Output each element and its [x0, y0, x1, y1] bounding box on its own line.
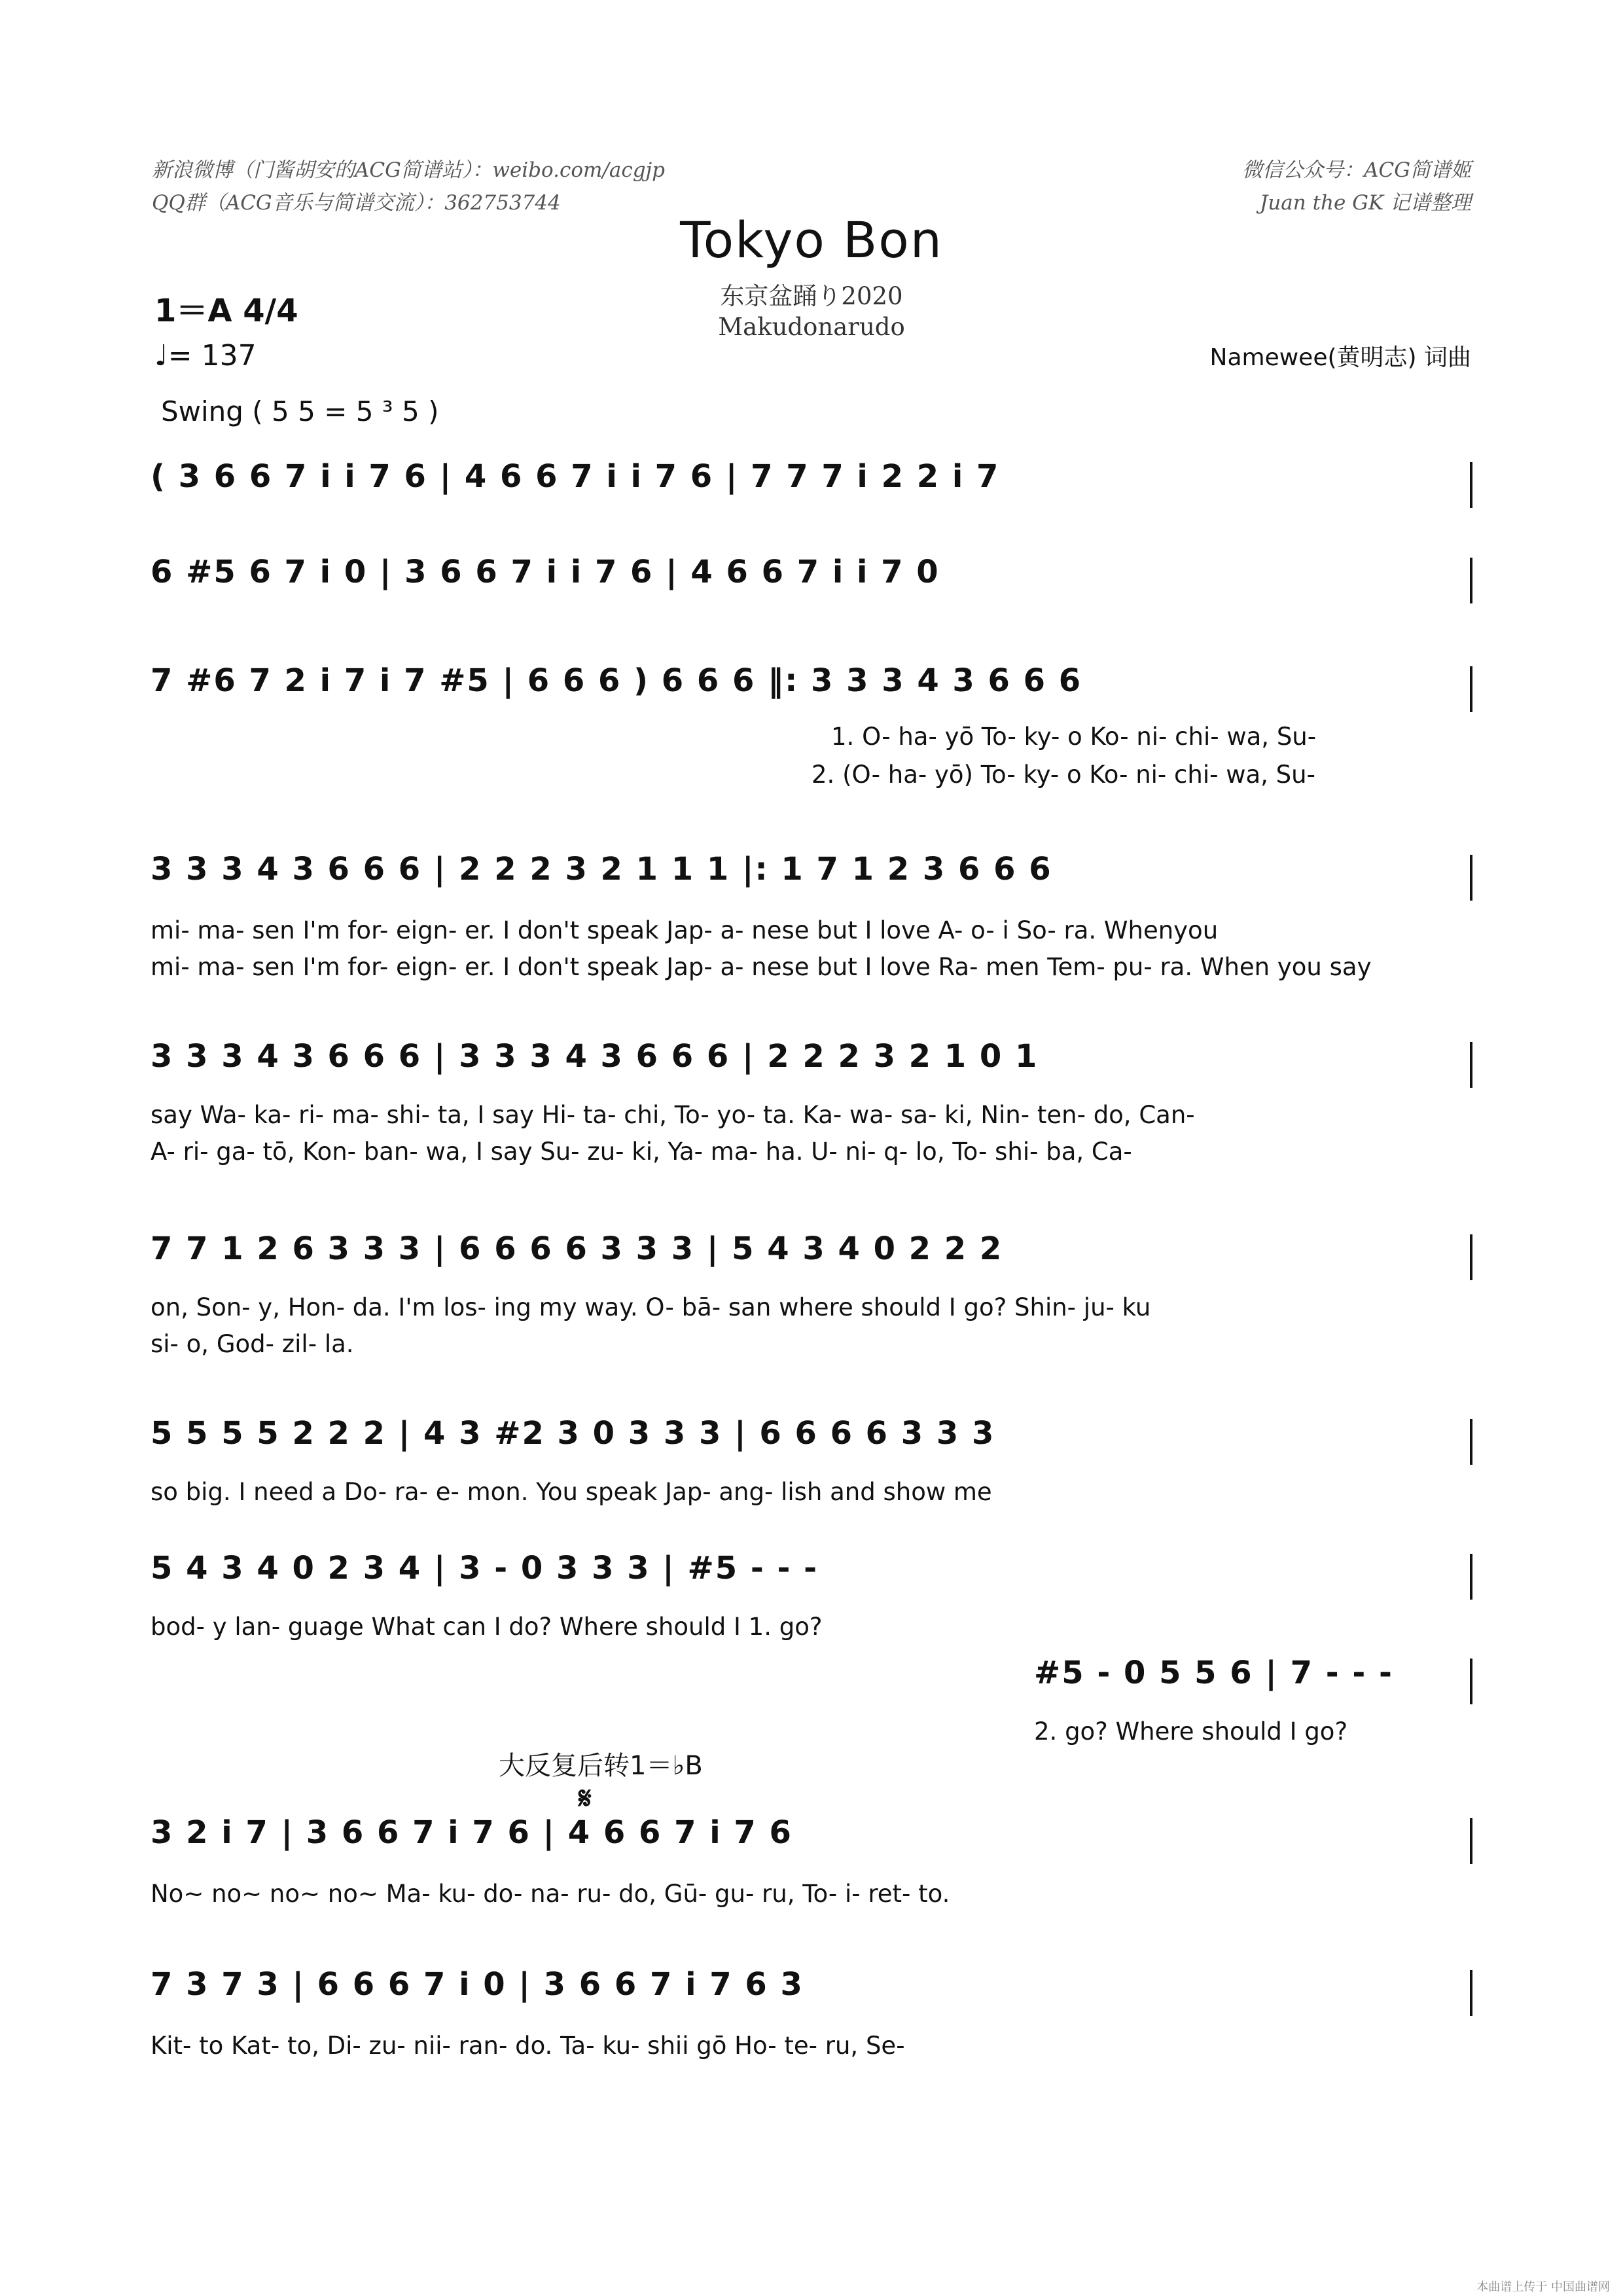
barline	[1470, 1659, 1472, 1704]
lyric-line: 2. go? Where should I go?	[1034, 1717, 1348, 1746]
barline	[1470, 1234, 1472, 1280]
staff-notes: 5 4 3 4 0 2 3 4 | 3 - 0 3 3 3 | #5 - - -	[151, 1550, 819, 1587]
staff-line-1	[151, 458, 1472, 511]
header-qq: QQ群（ACG音乐与简谱交流）：362753744	[152, 191, 561, 215]
staff-line-5	[151, 1038, 1472, 1166]
lyric-line: si- o, God- zil- la.	[151, 1330, 354, 1358]
song-subtitle: 东京盆踊り2020	[720, 282, 903, 310]
header-wechat: 微信公众号：ACG简谱姬	[1242, 158, 1471, 182]
staff-line-2	[151, 554, 1472, 606]
staff-line-7	[151, 1415, 1472, 1506]
staff-notes: 7 7 1 2 6 3 3 3 | 6 6 6 6 3 3 3 | 5 4 3 4 0 2 2 2	[151, 1230, 1003, 1267]
key-signature: 1＝A 4/4	[154, 293, 298, 329]
lyric-line: 1. O- ha- yō To- ky- o Ko- ni- chi- wa, Su-	[831, 723, 1317, 751]
staff-notes: 7 3 7 3 | 6 6 6 7 i 0 | 3 6 6 7 i 7 6 3	[151, 1966, 804, 2003]
song-artist: Makudonarudo	[718, 313, 905, 341]
staff-notes: 7 #6 7 2 i 7 i 7 #5 | 6 6 6 ) 6 6 6 ‖: 3 3 3 4 3 6 6 6	[151, 662, 1082, 699]
staff-notes: 3 3 3 4 3 6 6 6 | 3 3 3 4 3 6 6 6 | 2 2 2 3 2 1 0 1	[151, 1038, 1039, 1075]
barline	[1470, 666, 1472, 712]
staff-line-10	[151, 1814, 1472, 1908]
lyric-line: Kit- to Kat- to, Di- zu- nii- ran- do. Ta- ku- shii gō Ho- te- ru, Se-	[151, 2032, 905, 2060]
barline	[1470, 1818, 1472, 1864]
lyric-line: mi- ma- sen I'm for- eign- er. I don't speak Jap- a- nese but I love Ra- men Tem- pu- ra. When you say	[151, 953, 1372, 981]
lyric-line: bod- y lan- guage What can I do? Where should I 1. go?	[151, 1613, 823, 1641]
lyric-line: so big. I need a Do- ra- e- mon. You speak Jap- ang- lish and show me	[151, 1478, 992, 1506]
barline	[1470, 1970, 1472, 2016]
staff-notes: 3 2 i 7 | 3 6 6 7 i 7 6 | 4 6 6 7 i 7 6	[151, 1814, 793, 1851]
lyric-line: No~ no~ no~ no~ Ma- ku- do- na- ru- do, Gū- gu- ru, To- i- ret- to.	[151, 1880, 950, 1908]
section-change-label: 大反复后转1＝♭B	[499, 1751, 703, 1781]
staff-notes: 6 #5 6 7 i 0 | 3 6 6 7 i i 7 6 | 4 6 6 7 i i 7 0	[151, 554, 940, 590]
staff-line-3	[151, 662, 1472, 789]
lyric-line: mi- ma- sen I'm for- eign- er. I don't speak Jap- a- nese but I love A- o- i So- ra. Whenyou	[151, 916, 1219, 944]
header-weibo: 新浪微博（门酱胡安的ACG简谱站）：weibo.com/acgjp	[152, 158, 665, 182]
barline	[1470, 558, 1472, 603]
staff-notes: 5 5 5 5 2 2 2 | 4 3 #2 3 0 3 3 3 | 6 6 6 6 3 3 3	[151, 1415, 995, 1452]
staff-line-4	[151, 851, 1472, 981]
lyric-line: 2. (O- ha- yō) To- ky- o Ko- ni- chi- wa, Su-	[812, 761, 1315, 789]
staff-line-9-second-ending	[1034, 1655, 1472, 1746]
staff-line-6	[151, 1230, 1472, 1358]
tempo-marking: ♩= 137	[154, 339, 257, 372]
barline	[1470, 855, 1472, 901]
song-title: Tokyo Bon	[680, 211, 943, 269]
composer-credit: Namewee(黄明志) 词曲	[1209, 344, 1471, 371]
lyric-line: on, Son- y, Hon- da. I'm los- ing my way. O- bā- san where should I go? Shin- ju- ku	[151, 1293, 1151, 1321]
staff-notes: #5 - 0 5 5 6 | 7 - - -	[1034, 1655, 1393, 1691]
lyric-line: say Wa- ka- ri- ma- shi- ta, I say Hi- ta- chi, To- yo- ta. Ka- wa- sa- ki, Nin- ten- do, Can-	[151, 1101, 1195, 1129]
staff-notes: ( 3 6 6 7 i i 7 6 | 4 6 6 7 i i 7 6 | 7 7 7 i 2 2 i 7	[151, 458, 1000, 495]
segno-icon: 𝄋	[579, 1780, 592, 1816]
barline	[1470, 1554, 1472, 1600]
swing-marking: Swing ( 5 5 = 5 ³ 5 )	[161, 395, 439, 427]
staff-line-11	[151, 1966, 1472, 2060]
footer-watermark: 本曲谱上传于 中国曲谱网	[1476, 2280, 1610, 2294]
barline	[1470, 1042, 1472, 1088]
staff-line-8	[151, 1550, 1472, 1641]
lyric-line: A- ri- ga- tō, Kon- ban- wa, I say Su- zu- ki, Ya- ma- ha. U- ni- q- lo, To- shi- ba, Ca-	[151, 1138, 1132, 1166]
barline	[1470, 462, 1472, 508]
barline	[1470, 1419, 1472, 1465]
header-arranger: Juan the GK 记谱整理	[1259, 191, 1471, 215]
staff-notes: 3 3 3 4 3 6 6 6 | 2 2 2 3 2 1 1 1 |: 1 7 1 2 3 6 6 6	[151, 851, 1052, 888]
